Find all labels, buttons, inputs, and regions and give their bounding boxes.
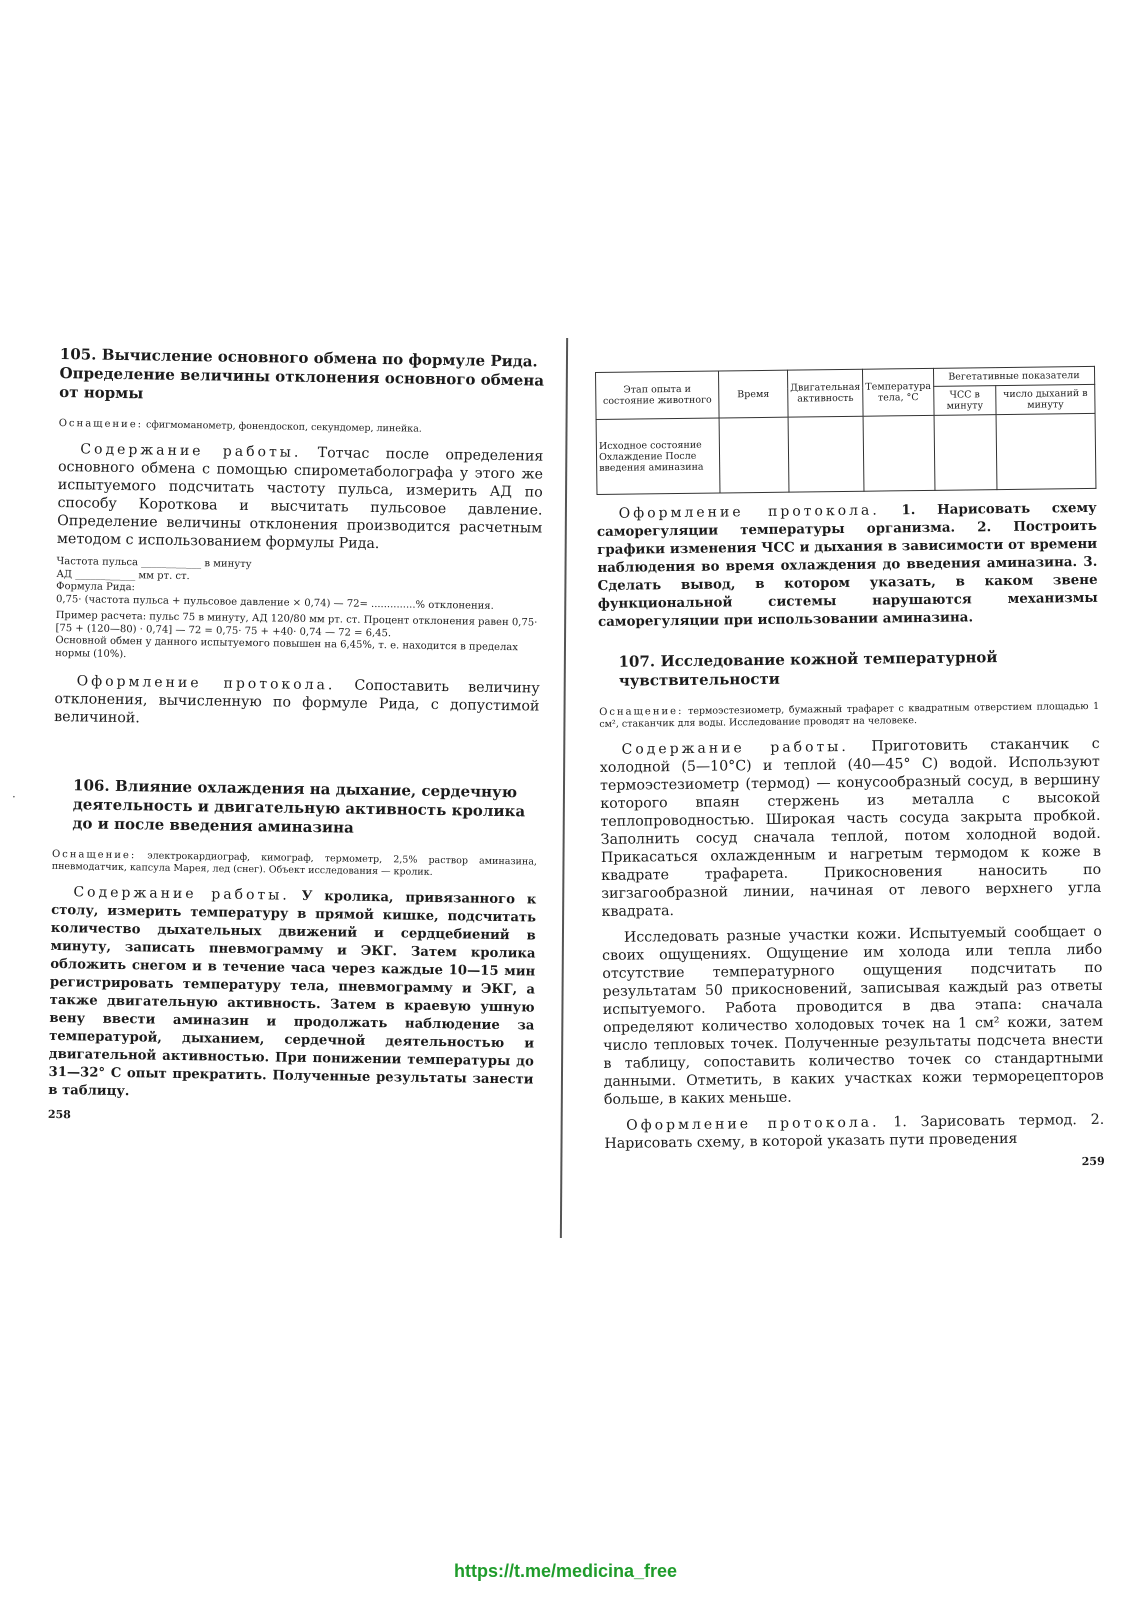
section-107-number: 107.	[618, 652, 656, 671]
page-number-right: 259	[1081, 1154, 1105, 1169]
content-label: Содержание работы.	[621, 738, 849, 758]
table-cell	[996, 413, 1096, 489]
content-text: У кролика, привязанного к столу, измерить температуру в прямой кишке, подсчитать количество дыхательных движений и сердцебиений в минуту, записать пневмограмму и ЭКГ. Затем кролика обложить снегом и в течение часа через каждые 10—15 мин регистрировать температуру тела, пневмограмму и ЭКГ, а также двигательную активность. Затем в краевую ушную вену ввести аминазин и продолжать наблюдение за температурой, дыханием, сердечной деятельностью и двигательной активностью. При понижении температуры до 31—32° С опыт прекратить. Полученные результаты занести в таблицу.	[48, 888, 537, 1100]
section-105-title: Вычисление основного обмена по формуле Рида. Определение величины отклонения основного обмена от нормы	[59, 345, 545, 403]
section-105-heading	[59, 345, 545, 410]
section-106-number: 106.	[72, 776, 110, 795]
equipment-list: электрокардиограф, кимограф, термометр, 2,5% раствор аминазина, пневмодатчик, капсула Марея, лед (снег). Объект исследования — кролик.	[51, 850, 538, 878]
section-105-protocol	[54, 672, 540, 734]
observation-table	[595, 366, 1096, 495]
protocol-label: Оформление протокола.	[76, 673, 336, 694]
section-105-equipment	[59, 418, 544, 438]
section-105-content	[57, 440, 544, 556]
section-107-content	[600, 735, 1102, 921]
section-107-equipment	[599, 701, 1099, 731]
table-header-temp: Температура тела, °С	[863, 368, 934, 416]
content-label: Содержание работы.	[80, 441, 302, 461]
section-107-content-2: Исследовать разные участки кожи. Испытуемый сообщает о своих ощущениях. Ощущение им холода или тепла либо отсутствие температурного ощущения подсчитать по результатам 50 прикосновений, записывая каждый раз ответы испытуемого. Работа проводится в два этапа: сначала определяют количество холодовых точек на 1 см² кожи, затем число тепловых точек. Полученные результаты подсчета внести в таблицу, сопоставить количество точек со стандартными данными. Отметить, в каких участках кожи терморецепторов больше, в каких меньше.	[602, 923, 1104, 1108]
table-row-stages: Исходное состояние Охлаждение После введения аминазина	[596, 418, 720, 494]
section-106-equipment	[52, 849, 537, 881]
section-106-protocol	[597, 499, 1099, 631]
section-106-title: Влияние охлаждения на дыхание, сердечную деятельность и двигательную активность кролика до и после введения аминазина	[72, 776, 526, 837]
protocol-label: Оформление протокола.	[626, 1114, 880, 1134]
form-line-bp: АД ____________ мм рт. ст.	[56, 568, 190, 582]
table-header-vegetative: Вегетативные показатели	[933, 366, 1094, 386]
table-header-motor: Двигательная активность	[787, 369, 863, 417]
table-cell	[934, 415, 997, 491]
section-106-heading	[52, 776, 538, 841]
right-page	[595, 366, 1105, 1174]
table-cell	[788, 416, 864, 492]
equipment-list: сфигмоманометр, фонендоскоп, секундомер, линейка.	[145, 419, 422, 435]
table-header-stage: Этап опыта и состояние животного	[596, 371, 720, 419]
protocol-label: Оформление протокола.	[618, 502, 880, 522]
form-line-pulse: Частота пульса ____________ в минуту	[56, 555, 252, 571]
section-106-content	[48, 883, 536, 1108]
page-number-left: 258	[47, 1107, 71, 1122]
content-text: Тотчас после определения основного обмена с помощью спирометаболографа у этого же испытуемого подсчитать частоту пульса, измерить АД по способу Короткова и высчитать пульсовое давление. Определение величины отклонения производится расчетным методом с использованием формулы Рида.	[56, 445, 544, 553]
equipment-label: Оснащение:	[599, 705, 684, 718]
equipment-list: термоэстезиометр, бумажный трафарет с квадратным отверстием площадью 1 см², стаканчик для воды. Исследование проводят на человеке.	[599, 700, 1100, 730]
table-cell	[719, 417, 789, 493]
protocol-text: Сопоставить величину отклонения, вычисленную по формуле Рида, с допустимой величиной.	[54, 677, 540, 727]
protocol-text: 1. Зарисовать термод. 2. Нарисовать схему, в которой указать пути проведения	[604, 1111, 1105, 1152]
equipment-label: Оснащение:	[58, 417, 144, 431]
telegram-link[interactable]: https://t.me/medicina_free	[453, 1561, 678, 1581]
section-107-heading	[598, 647, 1098, 691]
protocol-text: 1. Нарисовать схему саморегуляции температуры организма. 2. Построить графики изменения ЧСС и дыхания в зависимости от времени наблюдения во время охлаждения до введения аминазина. 3. Сделать вывод, в котором указать, в каком звене функциональной системы нарушаются механизмы саморегуляции при использовании аминазина.	[596, 499, 1098, 630]
table-header-time: Время	[718, 370, 788, 418]
section-107-title: Исследование кожной температурной чувствительности	[618, 648, 998, 690]
table-header-resp: число дыханий в минуту	[996, 384, 1095, 414]
section-107-protocol	[604, 1111, 1104, 1153]
equipment-label: Оснащение:	[51, 848, 137, 862]
calc-note: Основной обмен у данного испытуемого повышен на 6,45%, т. е. находится в пределах нормы (10%).	[55, 634, 519, 660]
form-line-formula-title: Формула Рида:	[56, 580, 136, 594]
content-label: Содержание работы.	[73, 884, 290, 904]
book-spine-divider	[560, 338, 568, 1238]
form-line-formula: 0,75· (частота пульса + пульсовое давление × 0,74) — 72= ..............% отклонения.	[55, 593, 494, 612]
calc-example: Пример расчета: пульс 75 в минуту, АД 120/80 мм рт. ст. Процент отклонения равен 0,75· [75 + (120—80) · 0,74] — 72 = 0,75· 75 + +40· 0,74 — 72 = 6,45.	[55, 609, 538, 639]
scan-mark: ·	[12, 790, 16, 804]
table-cell	[863, 415, 935, 491]
section-105-number: 105.	[59, 345, 97, 364]
table-header-hr: ЧСС в минуту	[933, 386, 996, 416]
left-page	[48, 345, 545, 1129]
content-text: Приготовить стаканчик с холодной (5—10°С) и теплой (40—45° С) водой. Используют термоэстезиометр (термод) — конусообразный сосуд, в вершину которого впаян стержень из металла с высокой теплопроводностью. Широкая часть сосуда закрыта пробкой. Заполнить сосуд сначала теплой, потом холодной водой. Прикасаться охлажденным и нагретым термодом к коже в квадрате трафарета. Прикосновения наносить по зигзагообразной линии, начиная от левого верхнего угла квадрата.	[599, 735, 1102, 920]
